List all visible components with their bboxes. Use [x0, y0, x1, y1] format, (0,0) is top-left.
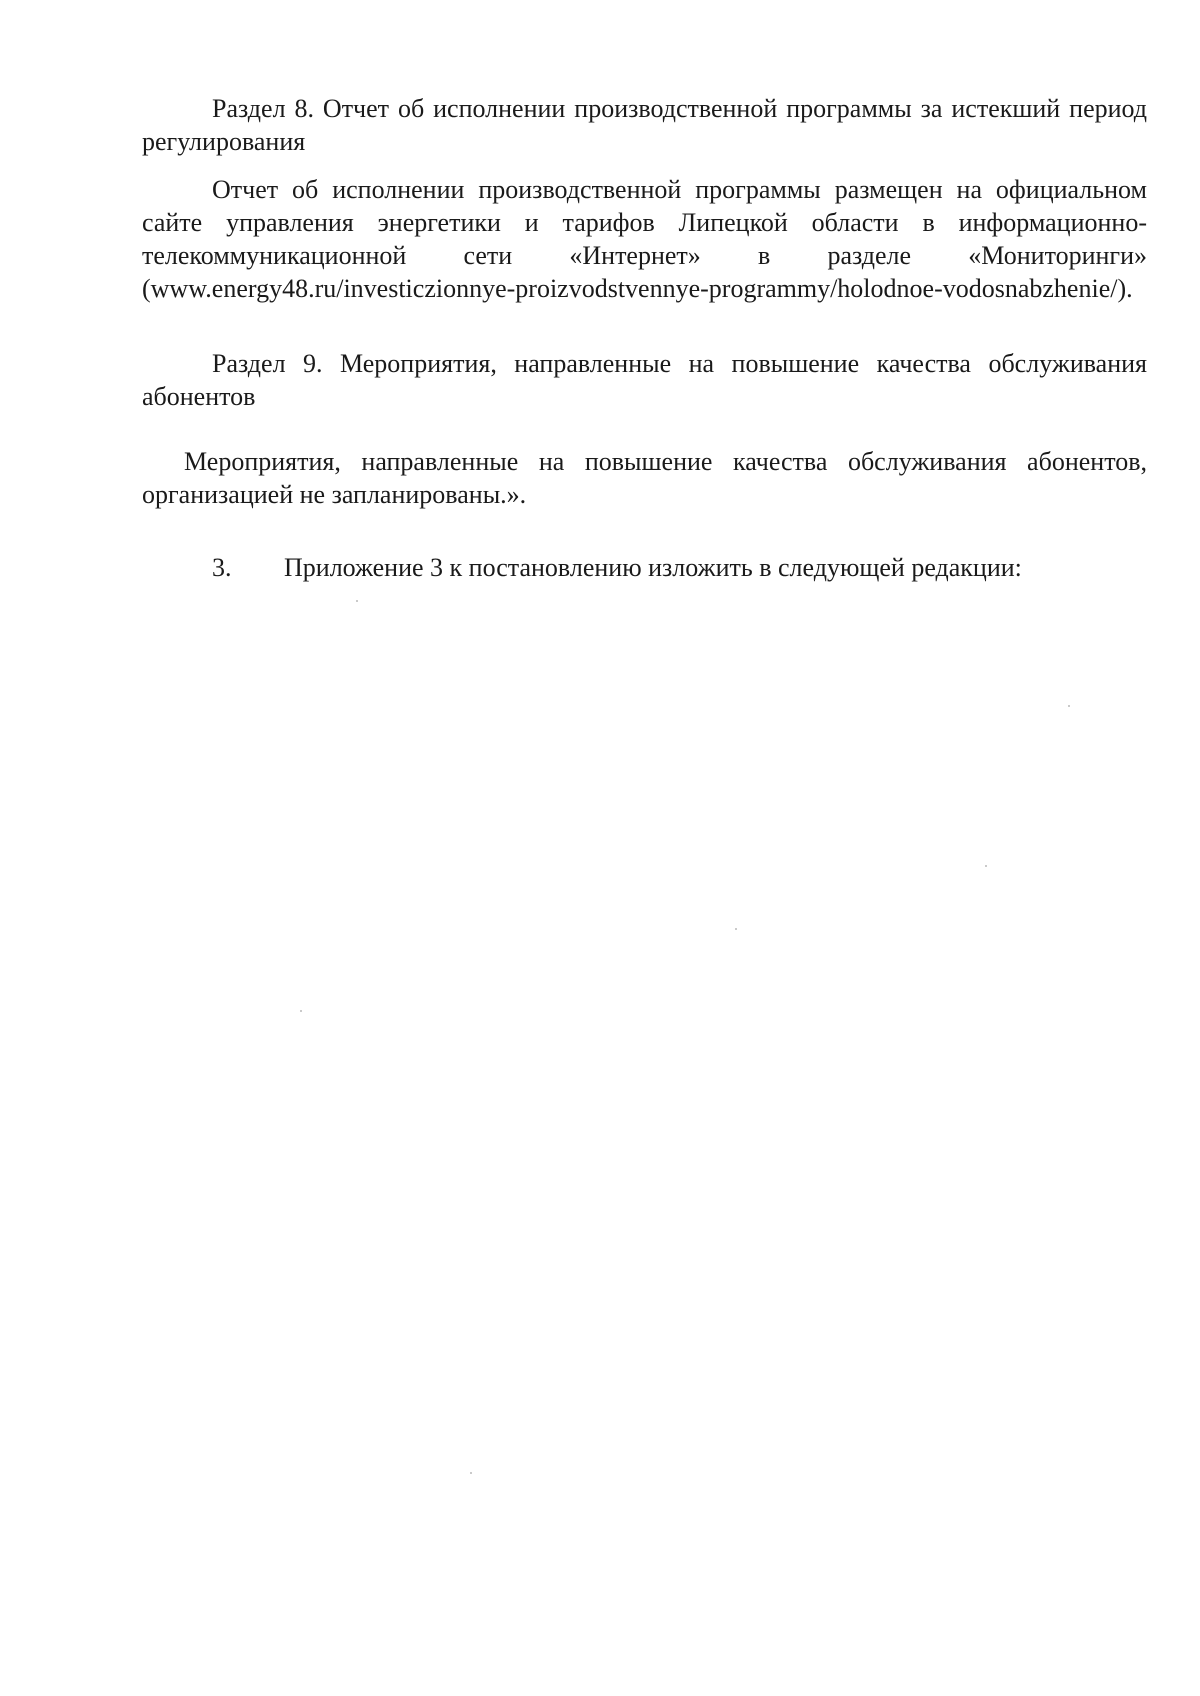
section-8-body: Отчет об исполнении производственной программы размещен на официальном сайте управления энергетики и тарифов Липецкой области в информационно-телекоммуникационной сети «Интернет» в разделе «Мониторинги» (www.energy48.ru/investiczionnye-proizvodstvennye-programmy/holodnoe-vodosnabzhenie/). — [142, 175, 1147, 303]
section-9-heading: Раздел 9. Мероприятия, направленные на повышение качества обслуживания абонентов — [142, 349, 1147, 411]
document-body — [142, 92, 1147, 584]
scan-speck — [985, 865, 987, 867]
section-9-body: Мероприятия, направленные на повышение качества обслуживания абонентов, организацией не запланированы.». — [142, 447, 1147, 509]
scan-speck — [300, 1010, 302, 1012]
scan-speck — [470, 1472, 472, 1474]
scan-speck — [356, 600, 358, 602]
item-text: Приложение 3 к постановлению изложить в следующей редакции: — [284, 553, 1022, 582]
numbered-item-3 — [142, 551, 1147, 584]
section-8-heading: Раздел 8. Отчет об исполнении производственной программы за истекший период регулирования — [142, 94, 1147, 156]
scan-speck — [735, 928, 737, 930]
item-number: 3. — [212, 553, 232, 582]
scan-speck — [1068, 705, 1070, 707]
